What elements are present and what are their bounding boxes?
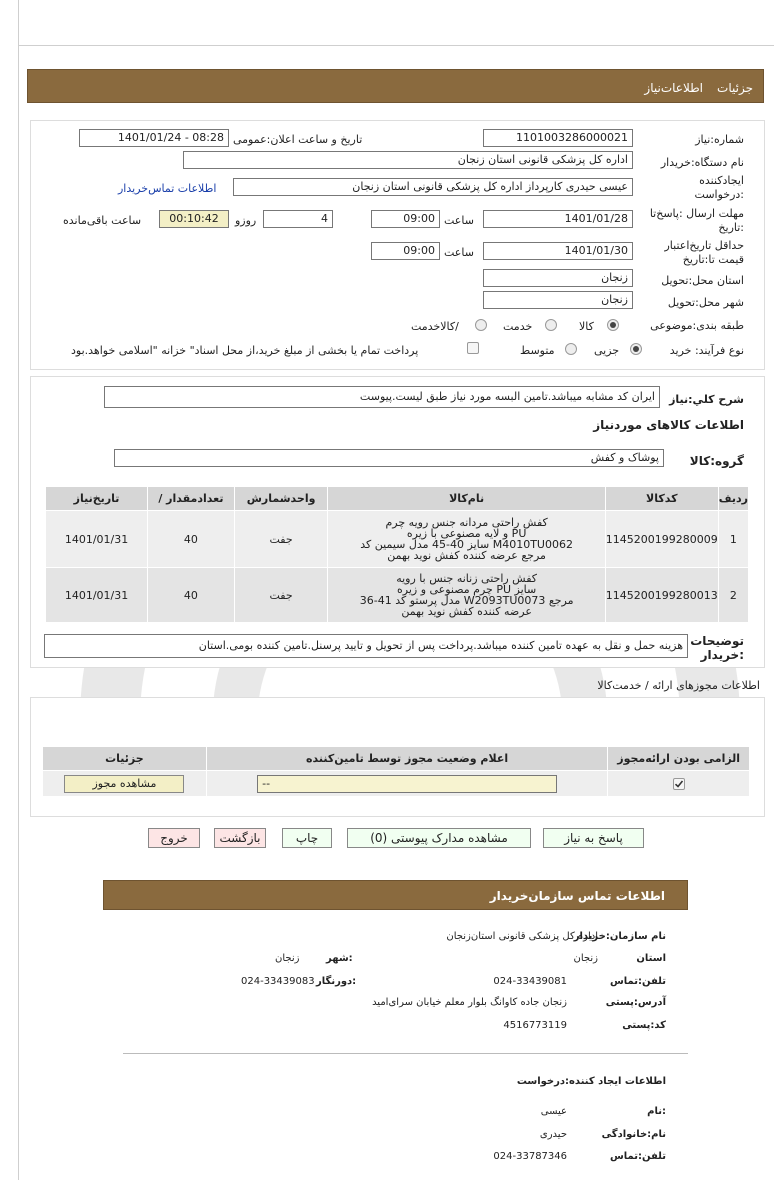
col-row: ردیف — [718, 487, 748, 511]
back-button[interactable]: بازگشت — [214, 828, 266, 848]
contact-header-title: اطلاعات تماس سازمان‌خریدار — [489, 889, 665, 903]
org-label: نام سازمان:خریدار — [573, 931, 666, 942]
buyer-label: نام دستگاه:خریدار — [660, 156, 744, 169]
row-unit: جفت — [234, 511, 328, 568]
row-name — [328, 511, 605, 568]
creator-family-value: حیدری — [539, 1129, 567, 1140]
payment-note: پرداخت تمام یا بخشی از مبلغ خرید،از محل اسناد" خزانه "اسلامی خواهد.بود — [71, 344, 419, 357]
announce-date-field: 1401/01/24 - 08:28 — [79, 129, 229, 147]
table-row — [46, 568, 749, 623]
tab-bar — [27, 69, 764, 103]
city-contact-value: زنجان — [275, 953, 300, 964]
row-number: 1 — [718, 511, 748, 568]
address-value: زنجان جاده کاوانگ بلوار معلم خیابان سرای‌امید — [372, 997, 567, 1008]
remaining-timer: 00:10:42 — [159, 210, 229, 228]
goods-group-label: گروه:کالا — [689, 454, 744, 468]
buyer-notes-field: هزینه حمل و نقل به عهده تامین کننده میباشد.پرداخت پس از تحویل و تایید پرسنل.تامین کننده بومی.استان — [44, 634, 688, 658]
province-contact-value: زنجان — [573, 953, 598, 964]
print-button[interactable]: چاپ — [282, 828, 332, 848]
postal-label: کد:پستی — [622, 1020, 666, 1031]
row-name-line: و لایه مصنوعی با زیره PU — [406, 527, 527, 540]
creator-phone-value: 024-33787346 — [493, 1151, 567, 1162]
creator-label-2: :درخواست — [694, 188, 744, 201]
view-docs-button[interactable]: مشاهده مدارک پیوستی (0) — [347, 828, 531, 848]
exit-button[interactable]: خروج — [148, 828, 200, 848]
contact-info-link[interactable]: اطلاعات تماس‌خریدار — [118, 182, 217, 195]
row-date: 1401/01/31 — [46, 511, 148, 568]
validity-time-field: 09:00 — [371, 242, 440, 260]
city-field: زنجان — [483, 291, 633, 309]
creator-family-label: نام:خانوادگی — [601, 1129, 666, 1140]
goods-group-field: پوشاک و کفش — [114, 449, 664, 467]
creator-label-1: ایجادکننده — [699, 174, 744, 187]
permits-table — [42, 746, 750, 797]
phone-value: 024-33439081 — [493, 976, 567, 987]
summary-label: شرح کلي:نیاز — [669, 393, 744, 406]
row-qty: 40 — [148, 511, 235, 568]
phone-label: تلفن:تماس — [609, 976, 666, 987]
permit-view-cell — [43, 771, 207, 797]
deadline-time-label: ساعت — [444, 214, 474, 227]
row-number: 2 — [718, 568, 748, 623]
deadline-time-field: 09:00 — [371, 210, 440, 228]
creator-phone-label: تلفن:تماس — [609, 1151, 666, 1162]
creator-name-value: عیسی — [540, 1106, 567, 1117]
col-date: تاریخ‌نیاز — [46, 487, 148, 511]
buyer-notes-label-1: توضیحات — [690, 634, 744, 648]
view-permit-button[interactable]: مشاهده مجوز — [64, 775, 184, 793]
col-unit: واحدشمارش — [234, 487, 328, 511]
process-partial-radio[interactable] — [630, 343, 642, 355]
category-service-label: خدمت — [503, 320, 533, 333]
category-label: طبقه بندی:موضوعی — [650, 319, 744, 332]
contact-header-bar — [103, 880, 688, 910]
col-code: کدکالا — [605, 487, 718, 511]
row-name-line: کفش راحتی زنانه جنس با رویه — [396, 572, 538, 585]
buyer-notes-label-2: :خریدار — [700, 648, 744, 662]
permits-title: اطلاعات مجوزهای ارائه / خدمت‌کالا — [597, 679, 760, 692]
col-qty: / تعدادمقدار — [148, 487, 235, 511]
permit-required-checkbox[interactable] — [673, 778, 685, 790]
category-goods-label: کالا — [579, 320, 594, 333]
table-row — [43, 771, 750, 797]
row-name — [328, 568, 605, 623]
need-number-label: شماره:نیاز — [695, 133, 744, 146]
payment-checkbox[interactable] — [467, 342, 479, 354]
permit-status-field: -- — [257, 775, 557, 793]
creator-info-title: اطلاعات ایجاد کننده:درخواست — [516, 1076, 666, 1087]
org-value: اداره کل پزشکی قانونی استان‌زنجان — [446, 931, 598, 942]
remaining-label: ساعت باقی‌مانده — [63, 214, 142, 227]
postal-value: 4516773119 — [503, 1020, 567, 1031]
tab-details[interactable]: جزئیات — [717, 81, 753, 95]
category-both-radio[interactable] — [475, 319, 487, 331]
process-partial-label: جزیی — [594, 344, 620, 357]
row-name-line: مرجع عرضه کننده کفش نوید بهمن — [387, 549, 546, 562]
need-number-field: 1101003286000021 — [483, 129, 633, 147]
deadline-date-field: 1401/01/28 — [483, 210, 633, 228]
days-label: روزو — [235, 214, 257, 227]
announce-label: تاریخ و ساعت اعلان:عمومی — [233, 133, 363, 146]
col-details: جزئیات — [43, 747, 207, 771]
contact-divider — [123, 1053, 688, 1054]
row-name-line: چرم مصنوعی و زیره PU سایز — [397, 583, 537, 596]
buyer-field: اداره کل پزشکی قانونی استان زنجان — [183, 151, 633, 169]
row-name-line: سایز 40-45 مدل سیمین کد M4010TU0062 — [360, 538, 573, 551]
category-goods-radio[interactable] — [607, 319, 619, 331]
validity-label-2: قیمت تا:تاریخ — [682, 253, 744, 266]
row-qty: 40 — [148, 568, 235, 623]
category-service-radio[interactable] — [545, 319, 557, 331]
top-border — [18, 45, 774, 46]
validity-time-label: ساعت — [444, 246, 474, 259]
province-field: زنجان — [483, 269, 633, 287]
row-date: 1401/01/31 — [46, 568, 148, 623]
creator-field: عیسی حیدری کارپرداز اداره کل پزشکی قانونی استان زنجان — [233, 178, 633, 196]
permit-status-cell — [206, 771, 608, 797]
province-contact-label: استان — [636, 953, 666, 964]
validity-label-1: حداقل تاریخ‌اعتبار — [664, 239, 744, 252]
deadline-label-1: مهلت ارسال :پاسخ‌تا — [649, 207, 744, 220]
fax-label: :دورنگار — [316, 976, 357, 987]
col-permit-status: اعلام وضعیت مجوز توسط تامین‌کننده — [206, 747, 608, 771]
row-name-line: 36-41 مدل پرستو کد W2093TU0073 مرجع — [359, 594, 574, 607]
days-field: 4 — [263, 210, 333, 228]
col-name: نام‌کالا — [328, 487, 605, 511]
permit-required-cell — [608, 771, 750, 797]
reply-button[interactable]: پاسخ به نیاز — [543, 828, 644, 848]
row-code: 1145200199280009 — [605, 511, 718, 568]
goods-table — [45, 486, 749, 623]
fax-value: 024-33439083 — [241, 976, 315, 987]
tab-need-info[interactable]: اطلاعات‌نیاز — [644, 81, 703, 95]
summary-field: ایران کد مشابه میباشد.تامین البسه مورد نیاز طبق لیست.پیوست — [104, 386, 660, 408]
goods-info-title: اطلاعات کالاهای موردنیاز — [593, 418, 744, 432]
row-name-line: عرضه کننده کفش نوید بهمن — [401, 605, 532, 618]
address-label: آدرس:پستی — [605, 997, 666, 1008]
col-permit-required: الزامی بودن ارائه‌مجوز — [608, 747, 750, 771]
process-label: نوع فرآیند: خرید — [669, 344, 744, 357]
province-label: استان محل:تحویل — [661, 274, 744, 287]
validity-date-field: 1401/01/30 — [483, 242, 633, 260]
row-code: 1145200199280013 — [605, 568, 718, 623]
row-name-line: کفش راحتی مردانه جنس رویه چرم — [385, 516, 548, 529]
table-row — [46, 511, 749, 568]
deadline-label-2: :تاریخ — [718, 221, 744, 234]
city-contact-label: :شهر — [326, 953, 353, 964]
city-label: شهر محل:تحویل — [667, 296, 744, 309]
category-both-label: /کالاخدمت — [411, 320, 459, 333]
left-border — [18, 0, 19, 1180]
process-medium-label: متوسط — [520, 344, 555, 357]
creator-name-label: :نام — [647, 1106, 666, 1117]
row-unit: جفت — [234, 568, 328, 623]
check-icon — [674, 779, 684, 789]
process-medium-radio[interactable] — [565, 343, 577, 355]
